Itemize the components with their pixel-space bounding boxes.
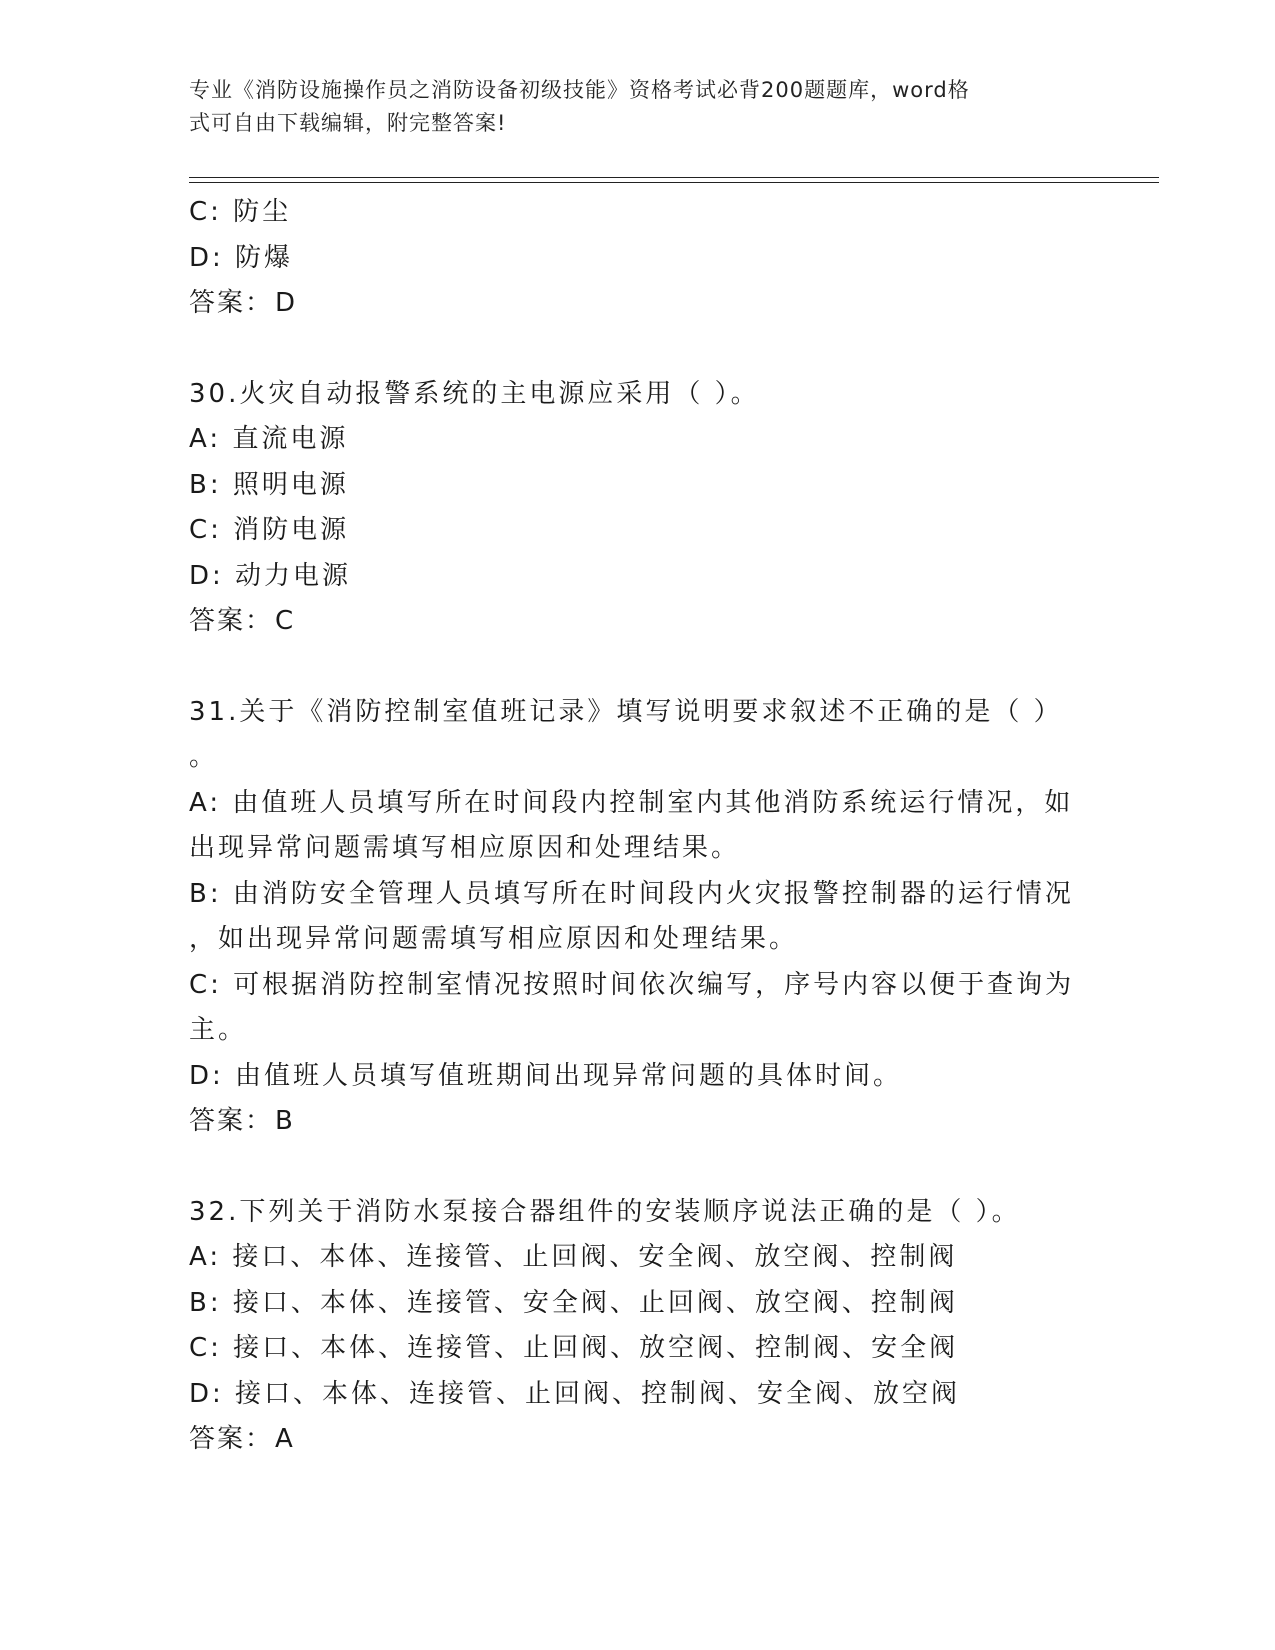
header-divider (189, 182, 1159, 183)
option-line: A: 直流电源 (189, 424, 349, 454)
option-line: 出现异常问题需填写相应原因和处理结果。 (189, 833, 741, 863)
option-line: B: 由消防安全管理人员填写所在时间段内火灾报警控制器的运行情况 (189, 878, 1074, 909)
question-text: 。 (189, 742, 219, 772)
answer-label: 答案： (189, 288, 274, 318)
answer-label: 答案： (189, 1424, 274, 1454)
header-line: 式可自由下载编辑，附完整答案! (189, 111, 507, 135)
header-divider (189, 177, 1159, 178)
question-block (189, 1190, 1089, 1463)
document-body (189, 190, 1089, 1463)
answer-line (189, 1099, 1089, 1145)
option-line: A: 接口、本体、连接管、止回阀、安全阀、放空阀、控制阀 (189, 1242, 958, 1272)
answer-line (189, 599, 1089, 645)
header-line: 专业《消防设施操作员之消防设备初级技能》资格考试必背200题题库，word格 (189, 78, 970, 102)
answer-value: D (275, 288, 298, 318)
answer-line (189, 281, 1089, 327)
question-block (189, 190, 1089, 327)
option-line: C: 防尘 (189, 197, 292, 227)
answer-value: C (275, 606, 296, 636)
spacer (189, 327, 1089, 372)
option-line: D: 防爆 (189, 242, 294, 273)
answer-value: B (275, 1106, 295, 1136)
question-block (189, 372, 1089, 645)
option-line: C: 消防电源 (189, 515, 350, 545)
question-block (189, 690, 1089, 1145)
document-header (189, 74, 1089, 140)
answer-label: 答案： (189, 1106, 274, 1136)
option-line: C: 接口、本体、连接管、止回阀、放空阀、控制阀、安全阀 (189, 1333, 959, 1363)
spacer (189, 1145, 1089, 1190)
answer-label: 答案： (189, 606, 274, 636)
option-line: D: 动力电源 (189, 560, 352, 591)
question-text: 31.关于《消防控制室值班记录》填写说明要求叙述不正确的是（ ） (189, 696, 1063, 727)
answer-value: A (275, 1424, 295, 1454)
option-line: 主。 (189, 1015, 248, 1045)
option-line: ，如出现异常问题需填写相应原因和处理结果。 (189, 924, 799, 954)
option-line: B: 接口、本体、连接管、安全阀、止回阀、放空阀、控制阀 (189, 1287, 958, 1318)
option-line: A: 由值班人员填写所在时间段内控制室内其他消防系统运行情况，如 (189, 787, 1074, 818)
option-line: C: 可根据消防控制室情况按照时间依次编写，序号内容以便于查询为 (189, 969, 1075, 1000)
spacer (189, 645, 1089, 690)
question-text: 30.火灾自动报警系统的主电源应采用（ ）。 (189, 378, 760, 409)
answer-line (189, 1417, 1089, 1463)
option-line: B: 照明电源 (189, 469, 349, 500)
option-line: D: 接口、本体、连接管、止回阀、控制阀、安全阀、放空阀 (189, 1378, 961, 1409)
question-text: 32.下列关于消防水泵接合器组件的安装顺序说法正确的是（ ）。 (189, 1196, 1021, 1227)
option-line: D: 由值班人员填写值班期间出现异常问题的具体时间。 (189, 1060, 903, 1091)
